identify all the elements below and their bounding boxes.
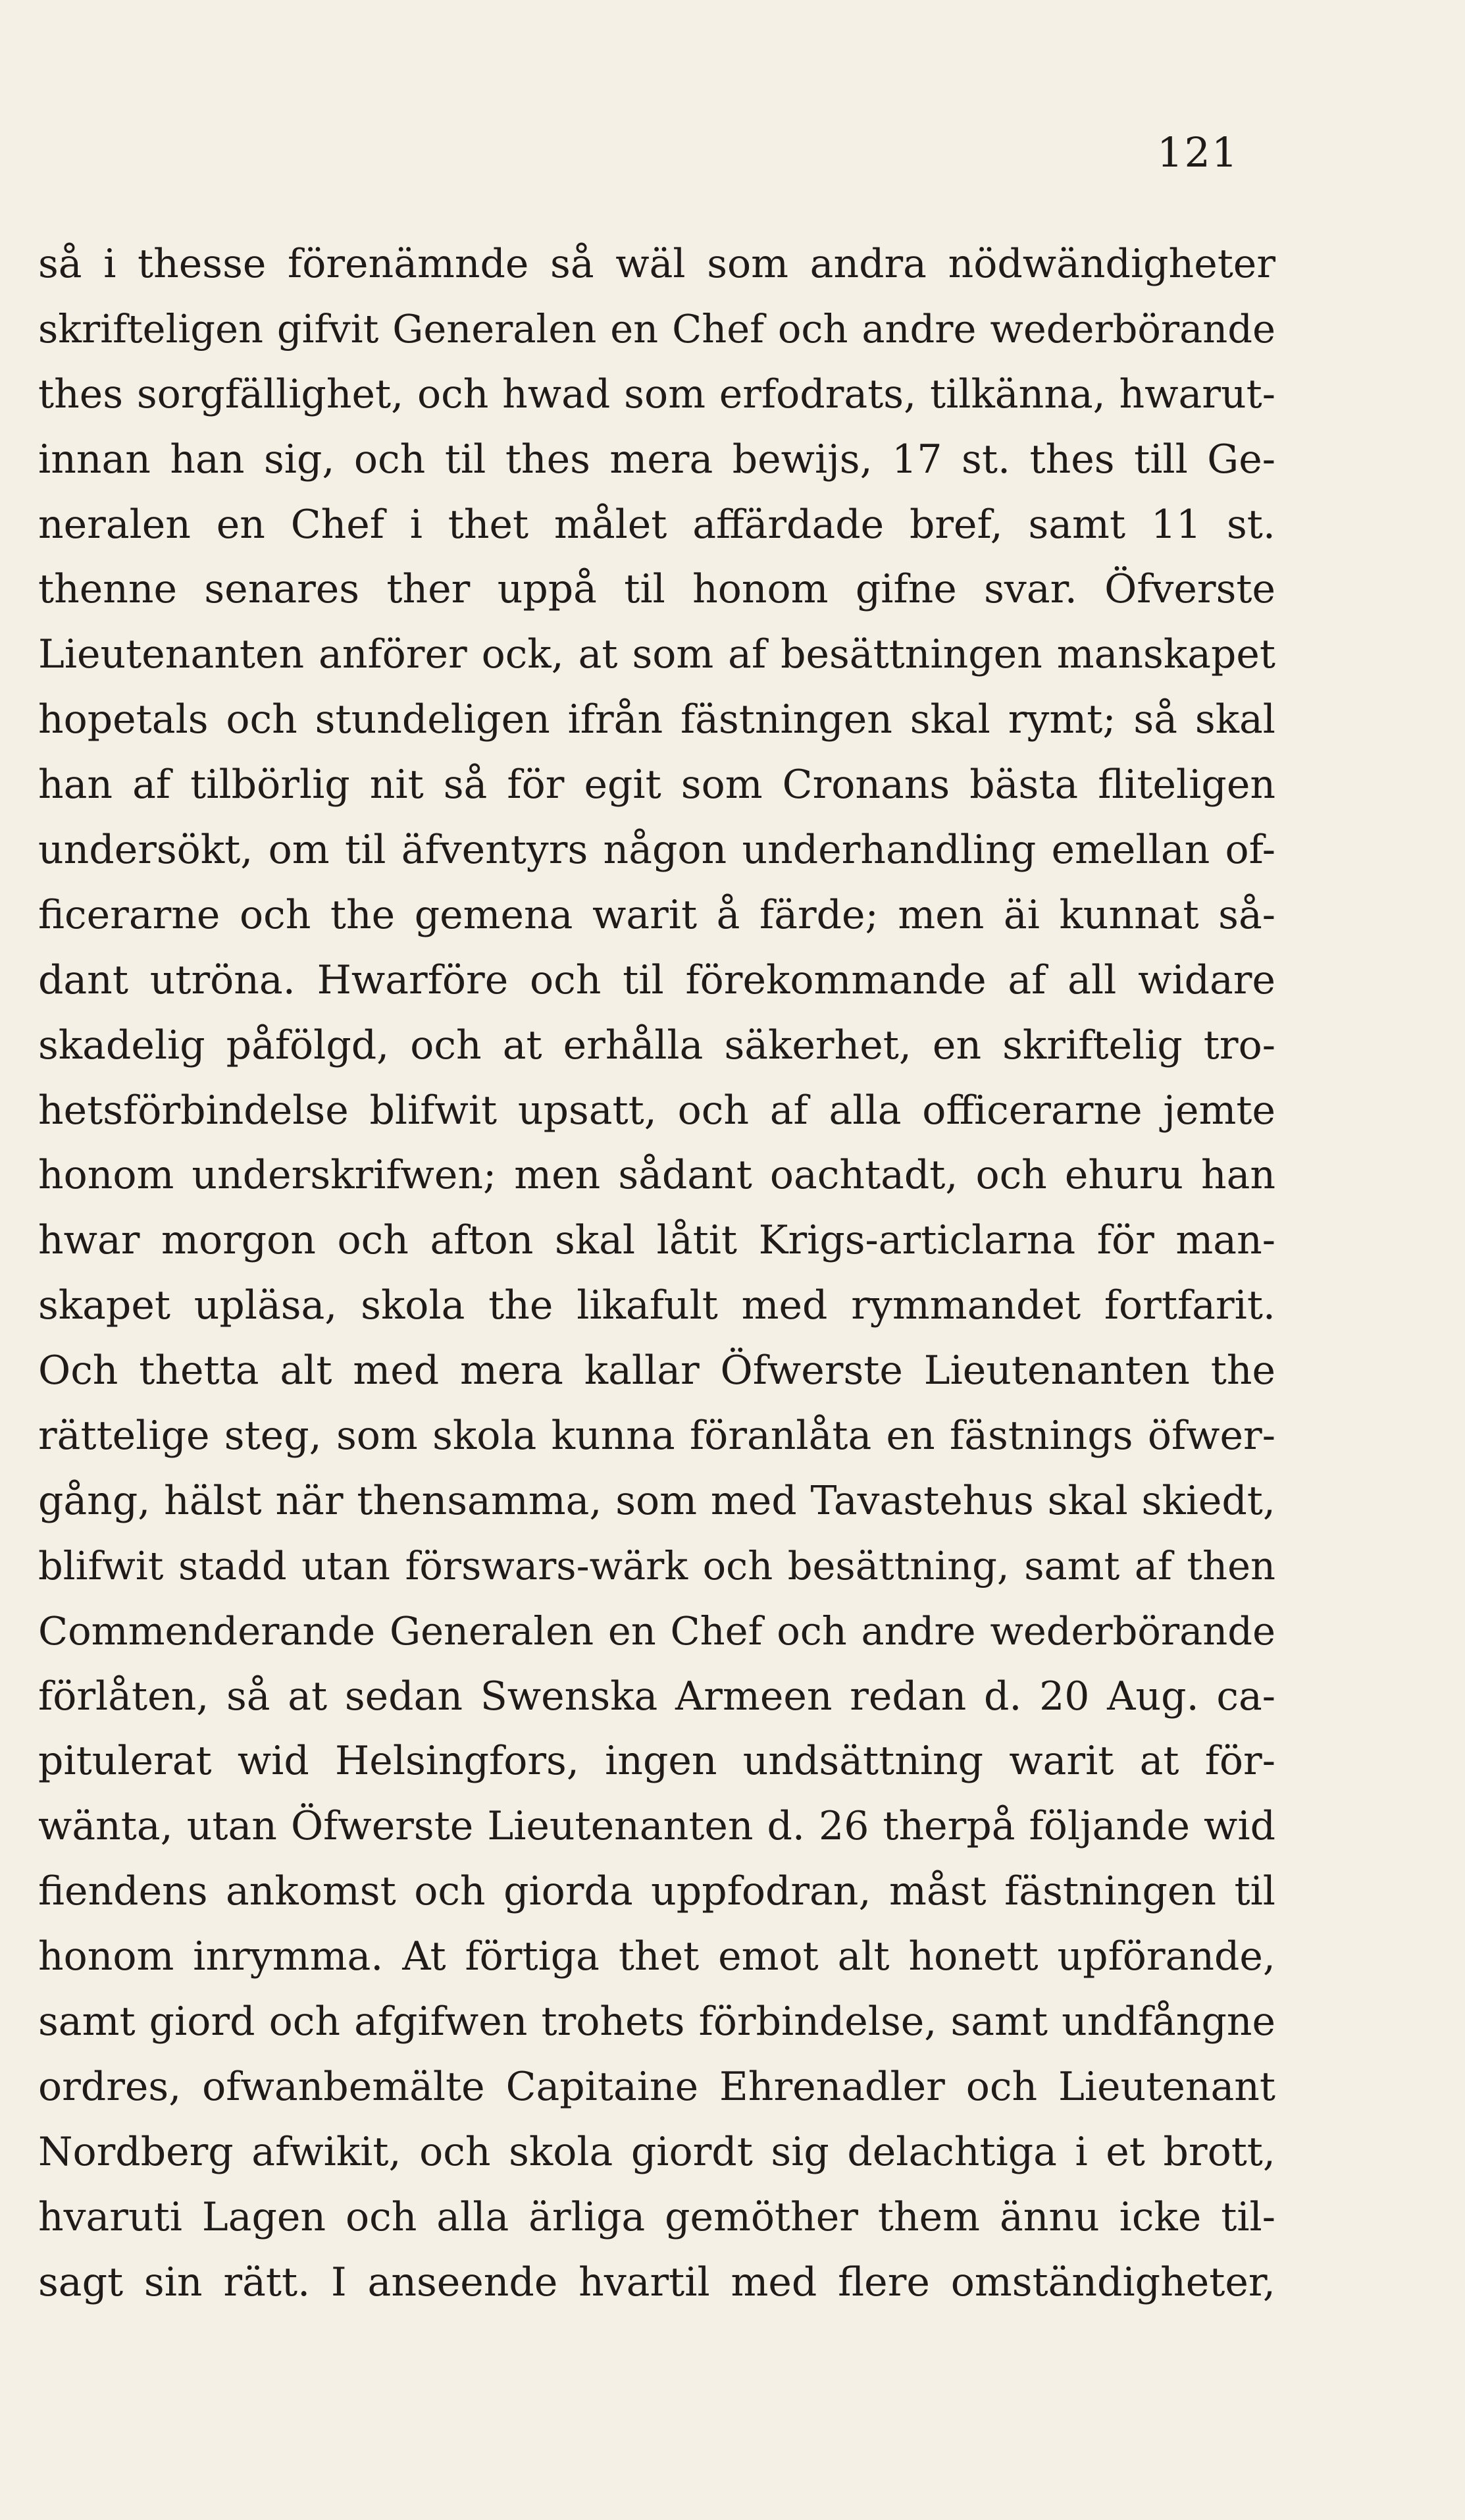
text-line: samt giord och afgifwen trohets förbindelse, samt undfångne — [38, 1999, 1275, 2045]
body-text — [38, 232, 1275, 2315]
text-line: förlåten, så at sedan Swenska Armeen redan d. 20 Aug. ca- — [38, 1673, 1275, 1719]
text-line: rättelige steg, som skola kunna föranlåta en fästnings öfwer- — [38, 1413, 1275, 1459]
text-line: blifwit stadd utan förswars-wärk och besättning, samt af then — [38, 1542, 1275, 1588]
text-line: Lieutenanten anförer ock, at som af besättningen manskapet — [38, 631, 1275, 678]
text-line: hvaruti Lagen och alla ärliga gemöther them ännu icke til- — [38, 2193, 1275, 2240]
text-line: skapet upläsa, skola the likafult med rymmandet fortfarit. — [38, 1282, 1275, 1329]
text-line: wänta, utan Öfwerste Lieutenanten d. 26 therpå följande wid — [38, 1803, 1275, 1850]
text-line: Och thetta alt med mera kallar Öfwerste Lieutenanten the — [38, 1348, 1275, 1394]
text-line: Nordberg afwikit, och skola giordt sig delachtiga i et brott, — [38, 2128, 1275, 2175]
text-line: thes sorgfällighet, och hwad som erfodrats, tilkänna, hwarut- — [38, 371, 1275, 417]
text-line: så i thesse förenämnde så wäl som andra nödwändigheter — [38, 241, 1275, 287]
text-line: skadelig påfölgd, och at erhålla säkerhet, en skriftelig tro- — [38, 1022, 1275, 1068]
text-line: neralen en Chef i thet målet affärdade bref, samt 11 st. — [38, 501, 1275, 548]
text-line: fiendens ankomst och giorda uppfodran, måst fästningen til — [38, 1868, 1275, 1915]
text-line: hwar morgon och afton skal låtit Krigs-articlarna för man- — [38, 1217, 1275, 1264]
text-line: pitulerat wid Helsingfors, ingen undsättning warit at för- — [38, 1738, 1275, 1785]
text-line: innan han sig, och til thes mera bewijs, 17 st. thes till Ge- — [38, 436, 1275, 483]
page-number: 121 — [1157, 128, 1239, 176]
text-line: gång, hälst när thensamma, som med Tavastehus skal skiedt, — [38, 1477, 1275, 1524]
text-line: honom underskrifwen; men sådant oachtadt, och ehuru han — [38, 1152, 1275, 1199]
text-line: Commenderande Generalen en Chef och andre wederbörande — [38, 1608, 1275, 1654]
text-line: undersökt, om til äfventyrs någon underhandling emellan of- — [38, 827, 1275, 874]
text-line: skrifteligen gifvit Generalen en Chef och andre wederbörande — [38, 305, 1275, 352]
text-line: ordres, ofwanbemälte Capitaine Ehrenadler och Lieutenant — [38, 2063, 1275, 2110]
text-line: thenne senares ther uppå til honom gifne svar. Öfverste — [38, 566, 1275, 613]
text-line: hopetals och stundeligen ifrån fästningen skal rymt; så skal — [38, 696, 1275, 743]
text-line: hetsförbindelse blifwit upsatt, och af alla officerarne jemte — [38, 1087, 1275, 1134]
text-line: han af tilbörlig nit så för egit som Cronans bästa fliteligen — [38, 762, 1275, 808]
text-line: ficerarne och the gemena warit å färde; men äi kunnat så- — [38, 891, 1275, 938]
text-line: dant utröna. Hwarföre och til förekommande af all widare — [38, 957, 1275, 1003]
text-line: sagt sin rätt. I anseende hvartil med flere omständigheter, — [38, 2259, 1275, 2305]
text-line: honom inrymma. At förtiga thet emot alt honett upförande, — [38, 1933, 1275, 1980]
